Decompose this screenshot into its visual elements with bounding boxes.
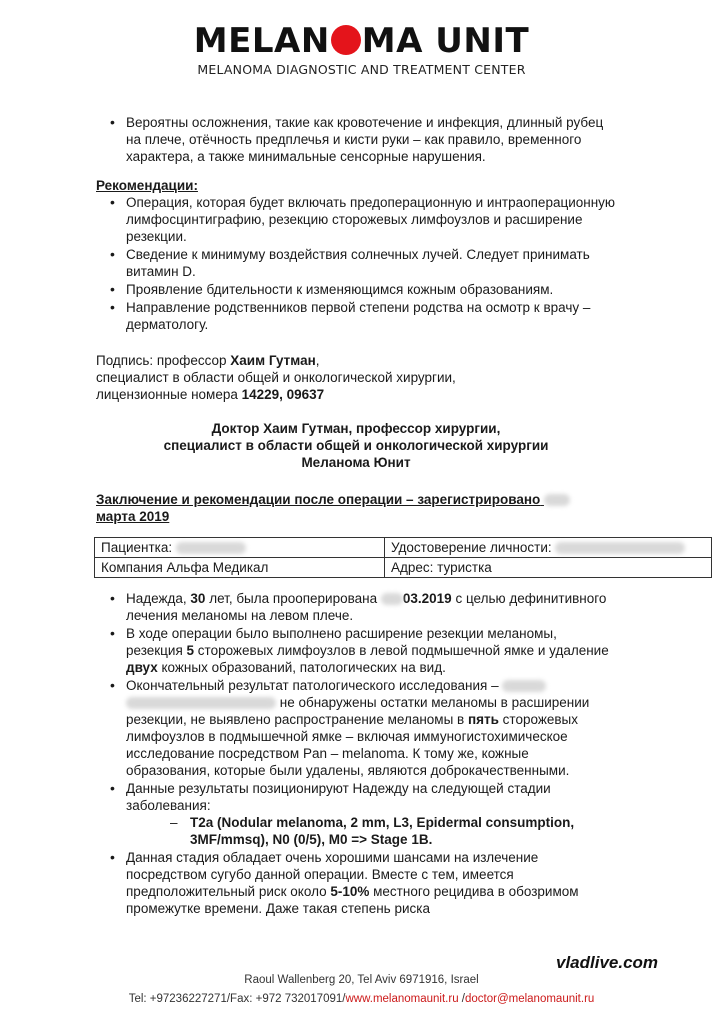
doctor-header (96, 420, 616, 471)
company-cell: Компания Альфа Медикал (95, 558, 385, 578)
redacted-id (555, 542, 685, 554)
text: лет, была прооперирована (205, 591, 381, 606)
table-row (95, 538, 712, 558)
logo-red-dot-icon (331, 25, 361, 55)
staging-item: – T2a (Nodular melanoma, 2 mm, L3, Epidermal consumption, 3MF/mmsq), N0 (0/5), M0 => Stage 1B. (126, 814, 616, 848)
list-item (96, 849, 616, 917)
doctor-line-1: Доктор Хаим Гутман, профессор хирургии, (211, 421, 501, 436)
doctor-line-2: специалист в области общей и онкологической хирургии (163, 438, 549, 453)
recommendations-list (96, 194, 616, 333)
footer-phones: Tel: +97236227271/Fax: +972 732017091/ (128, 993, 346, 1005)
list-item: • Сведение к минимуму воздействия солнечных лучей. Следует принимать витамин D. (96, 246, 616, 280)
list-item (96, 677, 616, 779)
redacted-patient (176, 542, 246, 554)
signature-line-3 (96, 386, 616, 403)
redacted-date (544, 494, 570, 506)
text: кожных образований, патологических на вид. (157, 660, 446, 675)
signature-line-2: специалист в области общей и онкологической хирургии, (96, 370, 456, 385)
footer-address: Raoul Wallenberg 20, Tel Aviv 6971916, Israel (244, 974, 479, 986)
conclusion-title-line-2: марта 2019 (96, 509, 170, 524)
text: не обнаружены остатки меланомы в расширении резекции, не выявлено распространение меланомы в (126, 695, 590, 727)
complications-list (96, 114, 616, 165)
watermark: vladlive.com (556, 953, 659, 972)
five: пять (467, 712, 499, 727)
conclusion-title (96, 491, 616, 525)
text: Данные результаты позиционируют Надежду на следующей стадии заболевания: (126, 781, 551, 813)
list-item: • Вероятны осложнения, такие как кровотечение и инфекция, длинный рубец на плече, отёчность предплечья и кисти руки – как правило, временного характера, а также минимальные сенсорные нарушения. (96, 114, 616, 165)
recommendations-title: Рекомендации: (96, 178, 198, 193)
logo-wordmark (194, 22, 529, 60)
address-cell: Адрес: туристка (385, 558, 712, 578)
conclusion-title-line-1 (96, 491, 616, 508)
logo-subtitle: MELANOMA DIAGNOSTIC AND TREATMENT CENTER (197, 62, 526, 77)
risk-value: 5-10% (330, 884, 370, 899)
findings-list (96, 590, 616, 917)
age: 30 (190, 591, 206, 606)
logo-text-left: MELAN (193, 21, 330, 61)
list-item (96, 590, 616, 624)
signature-name: Хаим Гутман (230, 353, 316, 368)
node-count: 5 (186, 643, 195, 658)
text: с целью дефинитивного лечения меланомы на левом плече. (126, 591, 607, 623)
signature-prefix: Подпись: профессор (96, 353, 231, 368)
footer (0, 971, 723, 1009)
lesion-count: двух (126, 660, 158, 675)
text: сторожевых лимфоузлов в левой подмышечной ямке и удаление (194, 643, 609, 658)
redacted-text (126, 697, 276, 709)
text: Данная стадия обладает очень хорошими шансами на излечение посредством сугубо данной операции. Вместе с тем, имеется предположительный риск около (126, 850, 539, 899)
footer-email-link[interactable]: doctor@melanomaunit.ru (465, 993, 595, 1005)
footer-contacts (0, 990, 723, 1009)
signature-comma: , (315, 353, 320, 368)
patient-info-table (94, 537, 712, 578)
license-label: лицензионные номера (96, 387, 242, 402)
signature-block (96, 352, 616, 403)
logo-text-right: MA UNIT (361, 21, 530, 61)
table-row (95, 558, 712, 578)
conclusion-title-text: Заключение и рекомендации после операции – зарегистрировано (96, 492, 541, 507)
list-item: • Операция, которая будет включать предоперационную и интраоперационную лимфосцинтиграфию, резекцию сторожевых лимфоузлов и расширение резекции. (96, 194, 616, 245)
redacted-day (381, 593, 403, 605)
list-item (96, 625, 616, 676)
id-cell (385, 538, 712, 558)
document-body (96, 114, 616, 918)
list-item: • Направление родственников первой степени родства на осмотр к врачу – дерматологу. (96, 299, 616, 333)
patient-cell (95, 538, 385, 558)
text: В ходе операции было выполнено расширение резекции меланомы, резекция (126, 626, 557, 658)
footer-site-link[interactable]: www.melanomaunit.ru (345, 993, 459, 1005)
patient-label: Пациентка: (101, 540, 173, 555)
text: Надежда, (126, 591, 191, 606)
operation-date: 03.2019 (402, 591, 452, 606)
license-numbers: 14229, 09637 (241, 387, 325, 402)
signature-line-1 (96, 352, 616, 369)
text: сторожевых лимфоузлов в подмышечной ямке – включая иммуногистохимическое исследование посредством Pan – melanoma. К тому же, кожные образования, которые были удалены, являются доброкачественными. (126, 712, 578, 778)
doctor-line-3: Меланома Юнит (301, 455, 411, 470)
list-item: • Проявление бдительности к изменяющимся кожным образованиям. (96, 281, 616, 298)
text: Окончательный результат патологического исследования – (126, 678, 499, 693)
text: местного рецидива в обозримом промежутке времени. Даже такая степень риска (126, 884, 579, 916)
list-item (96, 780, 616, 848)
id-label: Удостоверение личности: (391, 540, 552, 555)
logo (0, 22, 723, 77)
redacted-text (502, 680, 546, 692)
footer-separator: / (458, 993, 465, 1005)
